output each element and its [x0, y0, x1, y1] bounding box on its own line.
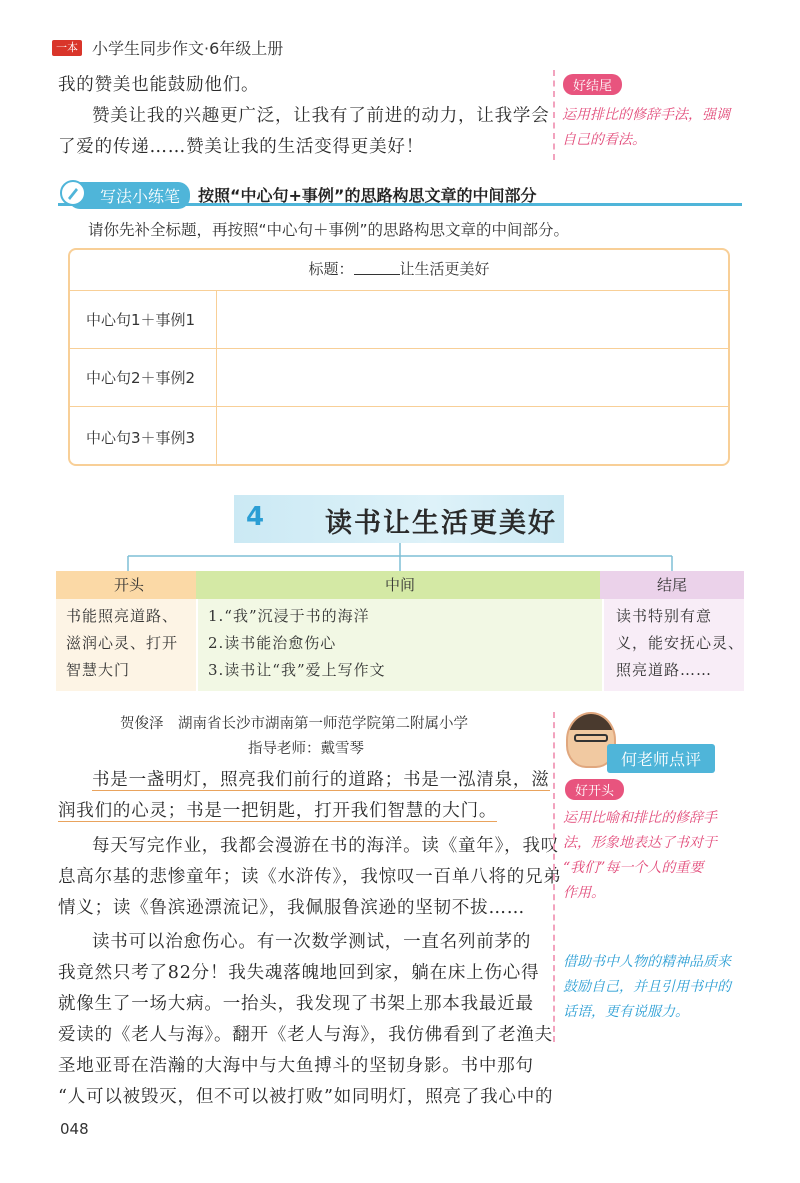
book-title: 小学生同步作文·6年级上册	[92, 39, 284, 58]
section-number: 4	[246, 502, 265, 532]
guiding-teacher: 指导老师：戴雪琴	[248, 741, 364, 757]
opening-line-3: 智慧大门	[66, 661, 131, 679]
good-ending-badge: 好结尾	[563, 74, 622, 95]
comment-divider	[553, 712, 555, 1042]
essay-p2-line-2: 息高尔基的悲惨童年；读《水浒传》，我惊叹一百单八将的兄弟	[58, 867, 562, 887]
prev-essay-line-1: 我的赞美也能鼓励他们。	[58, 75, 260, 95]
opening-comment-line-2: 法，形象地表达了书对于	[563, 835, 717, 851]
practice-title: 按照“中心句+事例”的思路构思文章的中间部分	[198, 186, 537, 205]
author-line: 贺俊泽 湖南省长沙市湖南第一师范学院第二附属小学	[120, 716, 468, 732]
essay-p3-line-2: 我竟然只考了82分！我失魂落魄地回到家，躺在床上伤心得	[58, 963, 540, 983]
good-ending-note-line-1: 运用排比的修辞手法，强调	[562, 107, 730, 123]
page-number: 048	[60, 1120, 89, 1138]
essay-p1-text-1: 书是一盏明灯，照亮我们前行的道路；书是一泓清泉，滋	[92, 770, 550, 790]
opening-comment-line-4: 作用。	[563, 885, 605, 901]
practice-label: 写法小练笔	[68, 182, 190, 209]
comment2-line-2: 鼓励自己，并且引用书中的	[563, 979, 731, 995]
middle-line-2: 2.读书能治愈伤心	[208, 634, 337, 652]
row-label-2: 中心句2＋事例2	[86, 369, 196, 387]
struct-body-ending	[604, 599, 744, 691]
opening-comment-line-3: “我们”每一个人的重要	[563, 860, 704, 876]
essay-p1-line-2	[58, 796, 497, 827]
struct-body-middle	[198, 599, 602, 691]
prev-essay-line-3: 了爱的传递……赞美让我的生活变得更美好！	[58, 137, 424, 157]
comment2-line-1: 借助书中人物的精神品质来	[563, 954, 731, 970]
opening-line-2: 滋润心灵、打开	[66, 634, 179, 652]
middle-line-1: 1.“我”沉浸于书的海洋	[208, 607, 370, 625]
essay-p2-line-3: 情义；读《鲁滨逊漂流记》，我佩服鲁滨逊的坚韧不拔……	[58, 898, 526, 918]
essay-p1-line-1	[92, 765, 550, 796]
essay-p3-line-4: 爱读的《老人与海》。翻开《老人与海》，我仿佛看到了老渔夫	[58, 1025, 553, 1045]
middle-line-3: 3.读书让“我”爱上写作文	[208, 661, 386, 679]
teacher-comment-badge: 何老师点评	[607, 744, 715, 773]
struct-head-middle: 中间	[196, 571, 604, 599]
row-label-3: 中心句3＋事例3	[86, 429, 196, 447]
table-title-prefix: 标题：	[308, 260, 354, 278]
essay-p3-line-6: “人可以被毁灭，但不可以被打败”如同明灯，照亮了我心中的	[58, 1087, 554, 1107]
ending-line-2: 义，能安抚心灵、	[616, 634, 745, 652]
section-title: 读书让生活更美好	[325, 508, 557, 539]
struct-body-opening	[56, 599, 196, 691]
ending-line-1: 读书特别有意	[616, 607, 713, 625]
opening-line-1: 书能照亮道路、	[66, 607, 179, 625]
essay-p3-line-3: 就像生了一场大病。一抬头，我发现了书架上那本我最近最	[58, 994, 534, 1014]
essay-p3-line-5: 圣地亚哥在浩瀚的大海中与大鱼搏斗的坚韧身影。书中那句	[58, 1056, 534, 1076]
comment2-line-3: 话语，更有说服力。	[563, 1004, 689, 1020]
struct-head-opening: 开头	[56, 571, 202, 599]
ending-line-3: 照亮道路……	[616, 661, 713, 679]
essay-p3-line-1: 读书可以治愈伤心。有一次数学测试，一直名列前茅的	[92, 932, 532, 952]
table-title-suffix: 让生活更美好	[399, 260, 490, 278]
opening-comment-line-1: 运用比喻和排比的修辞手	[563, 810, 717, 826]
good-ending-note-line-2: 自己的看法。	[562, 132, 646, 148]
row-label-1: 中心句1＋事例1	[86, 311, 196, 329]
good-opening-badge: 好开头	[565, 779, 624, 800]
publisher-logo: 一本	[52, 40, 82, 56]
prev-essay-line-2: 赞美让我的兴趣更广泛，让我有了前进的动力，让我学会	[92, 106, 550, 126]
essay-p1-text-2: 润我们的心灵；书是一把钥匙，打开我们智慧的大门。	[58, 801, 498, 821]
practice-instruction: 请你先补全标题，再按照“中心句＋事例”的思路构思文章的中间部分。	[88, 221, 570, 239]
essay-p2-line-1: 每天写完作业，我都会漫游在书的海洋。读《童年》，我叹	[92, 836, 560, 856]
struct-head-ending: 结尾	[600, 571, 744, 599]
